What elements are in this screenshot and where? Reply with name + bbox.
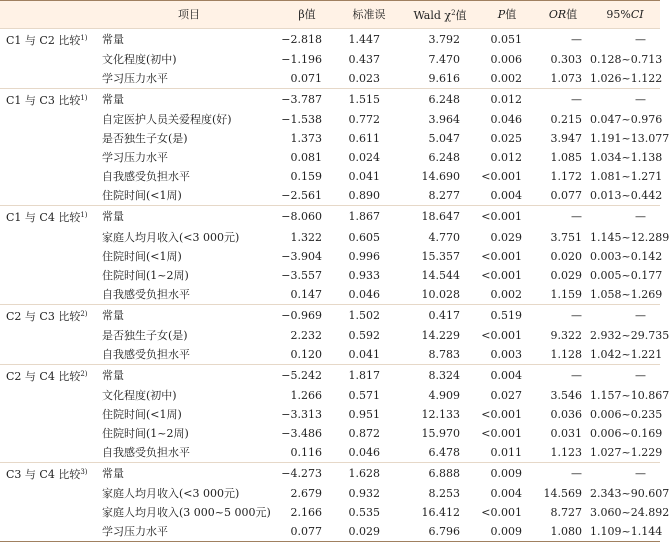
p-value-cell: 0.519: [478, 304, 536, 326]
variable-cell: 住院时间(1~2周): [102, 427, 189, 441]
comparison-group-label: C1 与 C4 比较: [6, 211, 81, 225]
odds-ratio-cell: 0.215: [550, 113, 582, 127]
comparison-group-label: C3 与 C4 比较: [6, 468, 81, 482]
header-ci-prefix: 95%: [606, 8, 631, 21]
table-row: [0, 129, 660, 148]
wald-cell: 4.770: [428, 230, 460, 244]
standard-error-cell: 0.872: [348, 427, 380, 441]
standard-error-cell: 0.605: [348, 230, 380, 244]
odds-ratio-cell: 3.546: [550, 388, 582, 402]
beta-cell: 0.116: [290, 446, 322, 460]
standard-error-cell: 1.515: [336, 89, 402, 111]
comparison-group-cell: [0, 522, 100, 542]
variable-cell: 文化程度(初中): [102, 53, 177, 67]
confidence-interval-cell: 1.157~10.867: [590, 388, 669, 402]
beta-cell: 2.679: [290, 487, 322, 501]
comparison-group-cell: [0, 484, 100, 503]
comparison-footnote-mark: 2): [80, 309, 88, 318]
comparison-group-label: C1 与 C3 比较: [6, 94, 81, 108]
comparison-group-cell: [0, 247, 100, 266]
comparison-group-cell: [0, 326, 100, 345]
beta-cell: −1.196: [281, 53, 322, 67]
odds-ratio-cell: 1.159: [550, 287, 582, 301]
wald-cell: 6.248: [428, 151, 460, 165]
comparison-group-label: C1 与 C2 比较: [6, 34, 81, 47]
wald-cell: 9.616: [428, 72, 460, 86]
odds-ratio-cell: 1.172: [550, 170, 582, 184]
variable-cell: 住院时间(<1周): [102, 407, 182, 421]
confidence-interval-cell: 1.145~12.289: [590, 230, 669, 244]
table-header: [0, 1, 660, 29]
beta-cell: −2.561: [281, 189, 322, 203]
wald-cell: 12.133: [421, 407, 460, 421]
p-value-cell: 0.009: [478, 463, 536, 485]
odds-ratio-cell: 8.727: [550, 506, 582, 520]
p-value-cell: 0.012: [490, 151, 522, 165]
comparison-group-cell: [0, 50, 100, 69]
standard-error-cell: 0.046: [348, 446, 380, 460]
wald-cell: 15.357: [421, 249, 460, 263]
header-wald-suffix: 值: [455, 9, 467, 22]
table-row: [0, 148, 660, 167]
table-row: [0, 304, 660, 326]
wald-cell: 7.470: [428, 53, 460, 67]
beta-cell: 0.159: [290, 170, 322, 184]
wald-cell: 10.028: [421, 287, 460, 301]
table-row: [0, 69, 660, 89]
table-row: [0, 364, 660, 386]
variable-cell: 文化程度(初中): [102, 388, 177, 402]
beta-cell: −8.060: [278, 206, 336, 228]
standard-error-cell: 0.571: [348, 388, 380, 402]
standard-error-cell: 0.041: [348, 170, 380, 184]
beta-cell: −5.242: [278, 364, 336, 386]
comparison-group-cell: [0, 405, 100, 424]
variable-cell: 常量: [100, 364, 278, 386]
wald-cell: 14.690: [421, 170, 460, 184]
comparison-group-label: C2 与 C3 比较: [6, 309, 81, 323]
variable-cell: 自我感受负担水平: [102, 170, 190, 184]
table-row: [0, 522, 660, 542]
header-group: [0, 1, 100, 29]
comparison-group-cell: [0, 424, 100, 443]
standard-error-cell: 1.628: [336, 463, 402, 485]
header-ci-italic: CI: [630, 8, 644, 21]
beta-cell: 2.232: [290, 328, 322, 342]
odds-ratio-cell: 14.569: [543, 487, 582, 501]
comparison-group-cell: [0, 129, 100, 148]
header-wald-sup: 2: [451, 9, 456, 17]
confidence-interval-cell: 0.128~0.713: [590, 53, 663, 67]
standard-error-cell: 1.867: [336, 206, 402, 228]
beta-cell: −3.787: [278, 89, 336, 111]
confidence-interval-cell: 1.026~1.122: [590, 72, 663, 86]
confidence-interval-cell: —: [590, 29, 660, 51]
odds-ratio-cell: 3.947: [550, 132, 582, 146]
header-p-suffix: 值: [505, 8, 517, 21]
wald-cell: 4.909: [428, 388, 460, 402]
variable-cell: 常量: [100, 304, 278, 326]
standard-error-cell: 0.772: [348, 113, 380, 127]
table-row: [0, 227, 660, 246]
confidence-interval-cell: 1.042~1.221: [590, 347, 663, 361]
odds-ratio-cell: —: [536, 463, 590, 485]
table-body: [0, 29, 669, 542]
beta-cell: 0.120: [290, 347, 322, 361]
p-value-cell: 0.009: [490, 525, 522, 539]
variable-cell: 学习压力水平: [102, 525, 168, 539]
comparison-footnote-mark: 1): [80, 34, 88, 42]
comparison-group-cell: [0, 364, 100, 386]
beta-cell: 1.322: [290, 230, 322, 244]
odds-ratio-cell: —: [536, 304, 590, 326]
odds-ratio-cell: 1.073: [550, 72, 582, 86]
standard-error-cell: 1.447: [336, 29, 402, 51]
beta-cell: 2.166: [290, 506, 322, 520]
table-row: [0, 386, 660, 405]
p-value-cell: 0.051: [478, 29, 536, 51]
comparison-group-cell: [0, 463, 100, 485]
wald-cell: 16.412: [421, 506, 460, 520]
variable-cell: 自定医护人员关爱程度(好): [102, 113, 232, 127]
variable-cell: 常量: [100, 206, 278, 228]
odds-ratio-cell: 1.080: [550, 525, 582, 539]
odds-ratio-cell: 0.036: [550, 407, 582, 421]
confidence-interval-cell: 0.003~0.142: [590, 249, 663, 263]
wald-cell: 8.253: [428, 487, 460, 501]
p-value-cell: 0.029: [490, 230, 522, 244]
variable-cell: 是否独生子女(是): [102, 328, 188, 342]
standard-error-cell: 0.932: [348, 487, 380, 501]
table-row: [0, 206, 660, 228]
variable-cell: 住院时间(1~2周): [102, 268, 189, 282]
comparison-group-cell: [0, 206, 100, 228]
beta-cell: −1.538: [281, 113, 322, 127]
p-value-cell: <0.001: [481, 427, 522, 441]
wald-cell: 5.047: [428, 132, 460, 146]
variable-cell: 家庭人均月收入(3 000~5 000元): [102, 506, 271, 520]
header-p-prefix: P: [497, 8, 506, 21]
header-ci: [590, 1, 660, 29]
variable-cell: 常量: [100, 29, 278, 51]
header-or: [536, 1, 590, 29]
odds-ratio-cell: 0.020: [550, 249, 582, 263]
confidence-interval-cell: 0.013~0.442: [590, 189, 663, 203]
beta-cell: −3.486: [281, 427, 322, 441]
standard-error-cell: 0.592: [348, 328, 380, 342]
wald-cell: 18.647: [402, 206, 478, 228]
wald-cell: 6.248: [402, 89, 478, 111]
beta-cell: −4.273: [278, 463, 336, 485]
odds-ratio-cell: 1.123: [550, 446, 582, 460]
table-row: [0, 110, 660, 129]
comparison-group-label: C2 与 C4 比较: [6, 369, 81, 383]
wald-cell: 3.964: [428, 113, 460, 127]
table-row: [0, 29, 660, 51]
table-row: [0, 484, 660, 503]
variable-cell: 住院时间(<1周): [102, 249, 182, 263]
variable-cell: 是否独生子女(是): [102, 132, 188, 146]
header-wald-prefix: Wald χ: [413, 9, 452, 22]
odds-ratio-cell: 1.085: [550, 151, 582, 165]
confidence-interval-cell: 2.932~29.735: [590, 328, 669, 342]
table-row: [0, 266, 660, 285]
confidence-interval-cell: 1.058~1.269: [590, 287, 663, 301]
p-value-cell: <0.001: [481, 249, 522, 263]
wald-cell: 8.324: [402, 364, 478, 386]
confidence-interval-cell: 2.343~90.607: [590, 487, 669, 501]
variable-cell: 常量: [100, 463, 278, 485]
wald-cell: 14.229: [421, 328, 460, 342]
table-row: [0, 443, 660, 463]
p-value-cell: 0.002: [490, 72, 522, 86]
confidence-interval-cell: 0.006~0.169: [590, 427, 663, 441]
variable-cell: 自我感受负担水平: [102, 347, 190, 361]
header-or-prefix: OR: [548, 8, 567, 21]
header-row: [0, 1, 660, 29]
table-row: [0, 167, 660, 186]
confidence-interval-cell: —: [590, 206, 660, 228]
p-value-cell: <0.001: [481, 506, 522, 520]
standard-error-cell: 0.611: [348, 132, 380, 146]
comparison-group-cell: [0, 345, 100, 365]
confidence-interval-cell: 1.109~1.144: [590, 525, 663, 539]
standard-error-cell: 1.502: [336, 304, 402, 326]
standard-error-cell: 0.023: [348, 72, 380, 86]
standard-error-cell: 0.535: [348, 506, 380, 520]
p-value-cell: 0.006: [490, 53, 522, 67]
standard-error-cell: 0.029: [348, 525, 380, 539]
odds-ratio-cell: —: [536, 89, 590, 111]
p-value-cell: 0.002: [490, 287, 522, 301]
comparison-group-cell: [0, 69, 100, 89]
p-value-cell: 0.012: [478, 89, 536, 111]
table-row: [0, 247, 660, 266]
beta-cell: 0.147: [290, 287, 322, 301]
comparison-group-cell: [0, 503, 100, 522]
wald-cell: 14.544: [421, 268, 460, 282]
odds-ratio-cell: 0.029: [550, 268, 582, 282]
p-value-cell: <0.001: [481, 268, 522, 282]
odds-ratio-cell: 0.077: [550, 189, 582, 203]
odds-ratio-cell: 3.751: [550, 230, 582, 244]
table-row: [0, 89, 660, 111]
variable-cell: 学习压力水平: [102, 72, 168, 86]
wald-cell: 15.970: [421, 427, 460, 441]
comparison-footnote-mark: 3): [80, 468, 88, 477]
standard-error-cell: 0.933: [348, 268, 380, 282]
p-value-cell: 0.025: [490, 132, 522, 146]
comparison-group-cell: [0, 148, 100, 167]
odds-ratio-cell: 9.322: [550, 328, 582, 342]
odds-ratio-cell: —: [536, 364, 590, 386]
wald-cell: 0.417: [402, 304, 478, 326]
p-value-cell: <0.001: [481, 328, 522, 342]
wald-cell: 8.783: [428, 347, 460, 361]
variable-cell: 常量: [100, 89, 278, 111]
comparison-group-cell: [0, 29, 100, 51]
table-row: [0, 285, 660, 305]
beta-cell: 1.266: [290, 388, 322, 402]
beta-cell: 1.373: [290, 132, 322, 146]
confidence-interval-cell: 1.034~1.138: [590, 151, 663, 165]
confidence-interval-cell: 3.060~24.892: [590, 506, 669, 520]
comparison-group-cell: [0, 266, 100, 285]
p-value-cell: <0.001: [481, 170, 522, 184]
standard-error-cell: 0.890: [348, 189, 380, 203]
confidence-interval-cell: —: [590, 463, 660, 485]
wald-cell: 3.792: [402, 29, 478, 51]
comparison-group-cell: [0, 186, 100, 206]
beta-cell: 0.071: [290, 72, 322, 86]
standard-error-cell: 0.951: [348, 407, 380, 421]
wald-cell: 6.796: [428, 525, 460, 539]
header-or-suffix: 值: [566, 8, 578, 21]
header-beta: β值: [298, 8, 316, 21]
table-row: [0, 345, 660, 365]
table-row: [0, 405, 660, 424]
variable-cell: 家庭人均月收入(<3 000元): [102, 230, 240, 244]
confidence-interval-cell: —: [590, 89, 660, 111]
comparison-footnote-mark: 1): [80, 211, 88, 220]
wald-cell: 8.277: [428, 189, 460, 203]
p-value-cell: 0.003: [490, 347, 522, 361]
table-row: [0, 50, 660, 69]
wald-cell: 6.888: [402, 463, 478, 485]
comparison-group-cell: [0, 167, 100, 186]
odds-ratio-cell: —: [536, 29, 590, 51]
standard-error-cell: 0.437: [348, 53, 380, 67]
wald-cell: 6.478: [428, 446, 460, 460]
variable-cell: 自我感受负担水平: [102, 287, 190, 301]
variable-cell: 学习压力水平: [102, 151, 168, 165]
standard-error-cell: 0.996: [348, 249, 380, 263]
comparison-group-cell: [0, 443, 100, 463]
table-row: [0, 424, 660, 443]
comparison-footnote-mark: 2): [80, 369, 88, 378]
p-value-cell: 0.004: [490, 487, 522, 501]
odds-ratio-cell: —: [536, 206, 590, 228]
p-value-cell: 0.004: [490, 189, 522, 203]
header-se: 标准误: [352, 8, 386, 21]
p-value-cell: 0.027: [490, 388, 522, 402]
header-item: 项目: [178, 8, 200, 21]
confidence-interval-cell: 1.191~13.077: [590, 132, 669, 146]
standard-error-cell: 0.041: [348, 347, 380, 361]
standard-error-cell: 0.024: [348, 151, 380, 165]
confidence-interval-cell: 1.081~1.271: [590, 170, 663, 184]
variable-cell: 家庭人均月收入(<3 000元): [102, 487, 240, 501]
confidence-interval-cell: 0.006~0.235: [590, 407, 663, 421]
p-value-cell: <0.001: [478, 206, 536, 228]
confidence-interval-cell: 0.047~0.976: [590, 113, 663, 127]
comparison-group-cell: [0, 110, 100, 129]
comparison-footnote-mark: 1): [80, 94, 88, 103]
comparison-group-cell: [0, 227, 100, 246]
table-row: [0, 186, 660, 206]
comparison-group-cell: [0, 386, 100, 405]
header-wald: [402, 1, 478, 29]
odds-ratio-cell: 0.303: [550, 53, 582, 67]
confidence-interval-cell: 1.027~1.229: [590, 446, 663, 460]
variable-cell: 自我感受负担水平: [102, 446, 190, 460]
p-value-cell: 0.004: [478, 364, 536, 386]
comparison-group-cell: [0, 304, 100, 326]
comparison-group-cell: [0, 285, 100, 305]
beta-cell: −0.969: [278, 304, 336, 326]
p-value-cell: <0.001: [481, 407, 522, 421]
beta-cell: −3.904: [281, 249, 322, 263]
variable-cell: 住院时间(<1周): [102, 189, 182, 203]
standard-error-cell: 0.046: [348, 287, 380, 301]
beta-cell: 0.081: [290, 151, 322, 165]
odds-ratio-cell: 1.128: [550, 347, 582, 361]
confidence-interval-cell: —: [590, 304, 660, 326]
beta-cell: 0.077: [290, 525, 322, 539]
table-row: [0, 503, 660, 522]
beta-cell: −2.818: [278, 29, 336, 51]
confidence-interval-cell: —: [590, 364, 660, 386]
beta-cell: −3.313: [281, 407, 322, 421]
p-value-cell: 0.046: [490, 113, 522, 127]
odds-ratio-cell: 0.031: [550, 427, 582, 441]
confidence-interval-cell: 0.005~0.177: [590, 268, 663, 282]
p-value-cell: 0.011: [490, 446, 522, 460]
beta-cell: −3.557: [281, 268, 322, 282]
table-row: [0, 463, 660, 485]
header-p: [478, 1, 536, 29]
comparison-group-cell: [0, 89, 100, 111]
table-row: [0, 326, 660, 345]
standard-error-cell: 1.817: [336, 364, 402, 386]
